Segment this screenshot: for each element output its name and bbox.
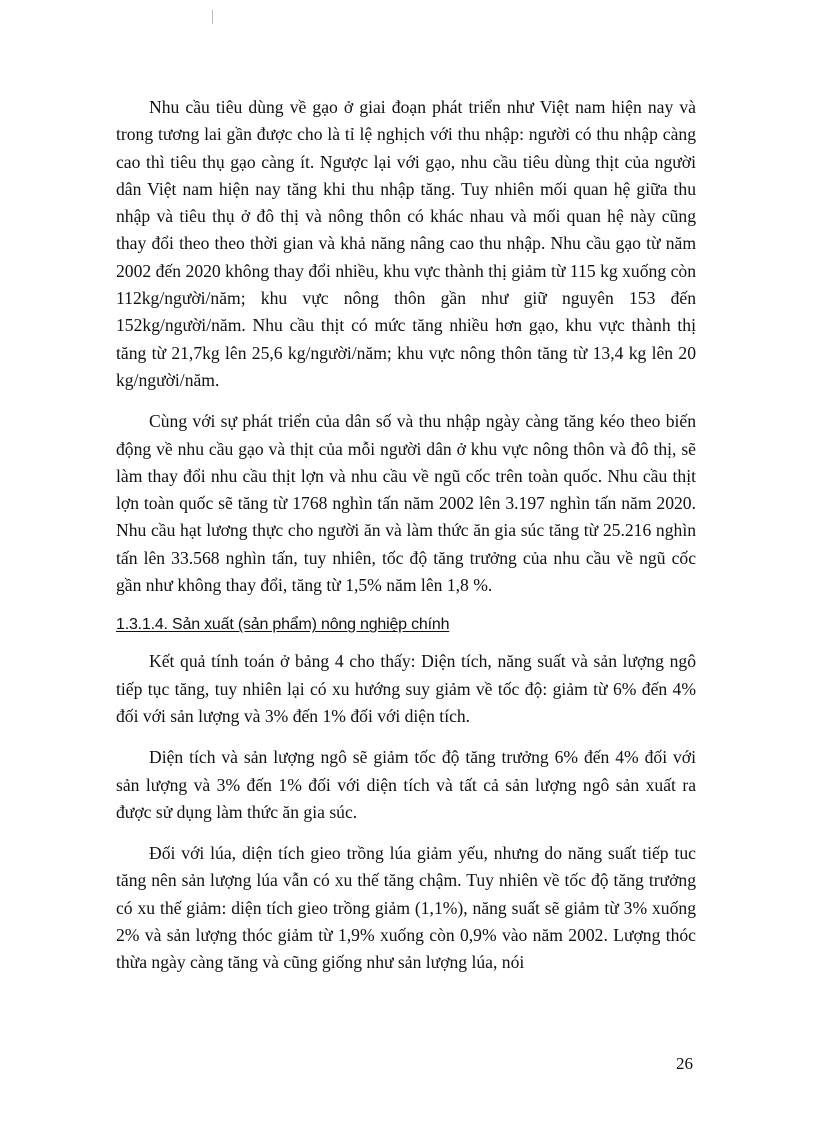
page-body (116, 94, 696, 977)
page-number: 26 (676, 1054, 693, 1073)
paragraph-maize-growth: Diện tích và sản lượng ngô sẽ giảm tốc độ tăng trưởng 6% đến 4% đối với sản lượng và 3% đến 1% đối với diện tích và tất cả sản lượng ngô sản xuất ra được sử dụng làm thức ăn gia súc. (116, 747, 696, 822)
section-heading: 1.3.1.4. Sản xuất (sản phẩm) nông nghiệp chính (116, 616, 450, 634)
paragraph-rice-production: Đối với lúa, diện tích gieo trồng lúa giảm yếu, nhưng do năng suất tiếp tuc tăng nên sản lượng lúa vẫn có xu thế tăng chậm. Tuy nhiên về tốc độ tăng trưởng có xu thế giảm: diện tích gieo trồng giảm (1,1%), năng suất sẽ giảm từ 3% xuống 2% và sản lượng thóc giảm từ 1,9% xuống còn 0,9% vào năm 2002. Lượng thóc thừa ngày càng tăng và cũng giống như sản lượng lúa, nói (116, 843, 696, 973)
paragraph-national-demand: Cùng với sự phát triển của dân số và thu nhập ngày càng tăng kéo theo biến động về nhu cầu gạo và thịt của mỗi người dân ở khu vực nông thôn và đô thị, sẽ làm thay đổi nhu cầu thịt lợn và nhu cầu về ngũ cốc trên toàn quốc. Nhu cầu thịt lợn toàn quốc sẽ tăng từ 1768 nghìn tấn năm 2002 lên 3.197 nghìn tấn năm 2020. Nhu cầu hạt lương thực cho người ăn và làm thức ăn gia súc tăng từ 25.216 nghìn tấn lên 33.568 nghìn tấn, tuy nhiên, tốc độ tăng trưởng của nhu cầu về ngũ cốc gần như không thay đổi, tăng từ 1,5% năm lên 1,8 %. (116, 411, 696, 596)
paragraph-rice-meat-demand: Nhu cầu tiêu dùng về gạo ở giai đoạn phát triển như Việt nam hiện nay và trong tương lai gần được cho là tỉ lệ nghịch với thu nhập: người có thu nhập càng cao thì tiêu thụ gạo càng ít. Ngược lại với gạo, nhu cầu tiêu dùng thịt của người dân Việt nam hiện nay tăng khi thu nhập tăng. Tuy nhiên mối quan hệ giữa thu nhập và tiêu thụ ở đô thị và nông thôn có khác nhau và mối quan hệ này cũng thay đổi theo theo thời gian và khả năng nâng cao thu nhập. Nhu cầu gạo từ năm 2002 đến 2020 không thay đổi nhiều, khu vực thành thị giảm từ 115 kg xuống còn 112kg/người/năm; khu vực nông thôn gần như giữ nguyên 153 đến 152kg/người/năm. Nhu cầu thịt có mức tăng nhiều hơn gạo, khu vực thành thị tăng từ 21,7kg lên 25,6 kg/người/năm; khu vực nông thôn tăng từ 13,4 kg lên 20 kg/người/năm. (116, 97, 696, 390)
scan-artifact-line (212, 10, 213, 24)
paragraph-maize-results: Kết quả tính toán ở bảng 4 cho thấy: Diện tích, năng suất và sản lượng ngô tiếp tục tăng, tuy nhiên lại có xu hướng suy giảm về tốc độ: giảm từ 6% đến 4% đối với sản lượng và 3% đến 1% đối với diện tích. (116, 651, 696, 726)
